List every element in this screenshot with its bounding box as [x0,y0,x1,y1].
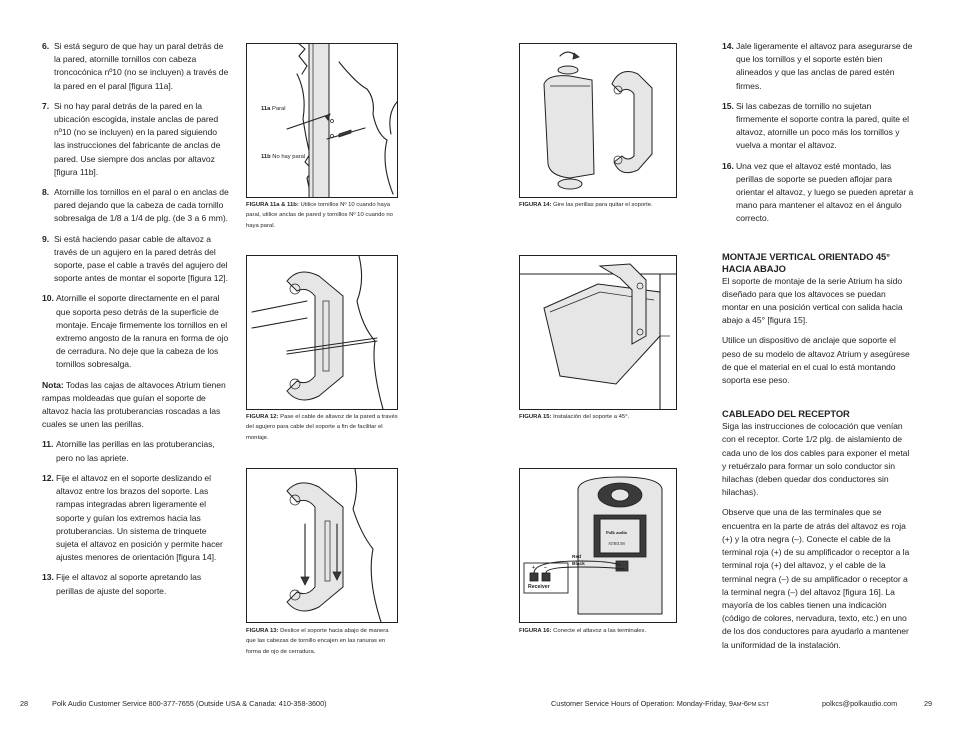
hours-pm: PM EST [747,702,770,708]
step-text: Si no hay paral detrás de la pared en la ubicación escogida, instale anclas de pared nº10 (no se incluyen) en la pared siguiendo las instrucciones del fabricante de anclas de pared. Use siempre dos anclas por altavoz [figura 11b]. [54,100,221,177]
caption-text: Utilice tornillos Nº 10 cuando haya paral, utilice anclas de pared y tornillos Nº 10 cuando no haya paral. [246,202,393,229]
angled-mount-drawing [520,256,676,409]
step-text: Si las cabezas de tornillo no sujetan firmemente el soporte contra la pared, quite el altavoz, atornille un poco más los tornillos y vuelva a montar el altavoz. [736,100,909,151]
figure-14-illustration [519,43,677,198]
step-text: Si está haciendo pasar cable de altavoz a través de un agujero en la pared detrás del soporte, pase el cable a través del agujero del soporte antes de montar el soporte [figura 12]. [54,233,228,284]
speaker-model: ATRIUM [608,541,625,546]
figure-13-caption [246,626,398,657]
figure-14-caption [519,200,679,210]
hours-text: Customer Service Hours of Operation: Monday-Friday, 9 [551,699,733,708]
section-heading-vertical-mount: MONTAJE VERTICAL ORIENTADO 45° HACIA ABAJO [722,250,890,274]
right-page-number: 29 [924,699,933,708]
step-number: 10. [42,293,54,304]
step-text: Atornille los tornillos en el paral o en anclas de pared dejando que la cabeza de cada tornillo sobresalga de 1/8 a 1/4 de plg. (de 3 a 6 mm). [54,187,229,224]
step-text: Una vez que el altavoz esté montado, las perillas de soporte se pueden aflojar para orientar el altavoz, y luego se pueden apretar a mano para mantener el altavoz en el ángulo correcto. [736,160,914,224]
black-wire-label: Black [572,562,585,567]
speaker-wiring-drawing [520,469,676,622]
caption-label: FIGURA 15: [519,414,552,420]
label-11b [261,154,305,160]
figure-11-caption [246,200,398,231]
step-14 [722,40,914,93]
receiver-wiring-paragraph-2: Observe que una de las terminales que se encuentra en la parte de atrás del altavoz es roja (+) y la otra negra (–). Conecte el cable de la terminal roja (+) de su amplificador o receptor a la terminal roja (+) del altavoz, y el cable de la terminal negra (–) de su amplificador o receptor a la terminal negra (–) del altavoz [figura 16]. La mayoría de los cables tienen una indicación (código de colores, nervadura, texto, etc.) en uno de los dos conductores para ayudarlo a mantener la uniformidad de la instalación. [722,507,910,650]
caption-text: Gire las perillas para quitar el soporte. [553,202,653,208]
step-9 [42,233,230,286]
hours-am: AM [732,702,742,708]
label-11a-num: 11a [261,106,271,112]
figure-12-caption [246,412,398,443]
right-footer-hours [551,699,769,708]
caption-label: FIGURA 11a & 11b: [246,202,299,208]
step-number: 14. [722,41,734,51]
note-label: Nota: [42,379,64,390]
step-number: 6. [42,41,50,51]
figure-16-illustration [519,468,677,623]
receiver-label: Receiver [528,584,550,590]
step-15 [722,100,914,153]
step-text: Si está seguro de que hay un paral detrás de la pared, atornille tornillos con cabeza troncocónica nº10 (no se incluyen) a través de la pared en el paral [figura 11a]. [54,41,229,91]
step-number: 16. [722,160,734,171]
step-text: Fije el altavoz en el soporte deslizando el altavoz entre los brazos del soporte. Las rampas integradas abren ligeramente el soporte y guían los extremos hacia las protuberancias. Un sistema de trinquete sujeta el altavoz en posición y permite hacer ajustes menores de orientación [figura 14]. [56,472,223,563]
figure-16-caption [519,626,679,636]
step-text: Atornille el soporte directamente en el paral que soporta peso detrás de la superficie de montaje. Encaje firmemente los tornillos en el extremo angosto de la ranura en forma de ojo de cerradura. No deje que la cabeza de los tornillos sobresalga. [56,293,229,370]
note-paragraph [42,379,230,432]
step-text: Jale ligeramente el altavoz para asegurarse de que los tornillos y el soporte estén bien alineados y que las anclas de pared estén firmes. [736,41,913,91]
note-text: Todas las cajas de altavoces Atrium tienen rampas moldeadas que guían el soporte de altavoz hacia las protuberancias roscadas a las cuales se unen las perillas. [42,379,226,430]
minus-terminal-label: − [544,565,547,571]
figure-15-illustration [519,255,677,410]
label-11a [261,106,286,112]
label-11a-text: Paral [271,106,286,112]
caption-label: FIGURA 13: [246,628,279,634]
step-10 [42,292,230,371]
step-number: 11. [42,439,54,450]
step-8 [42,186,230,226]
step-16 [722,160,914,226]
plus-terminal-label: + [532,565,535,571]
footer-email-link[interactable]: polkcs@polkaudio.com [822,699,898,708]
figure-11-illustration [246,43,398,198]
step-7 [42,100,230,179]
caption-label: FIGURA 14: [519,202,552,208]
left-footer-customer-service: Polk Audio Customer Service 800-377-7655 (Outside USA & Canada: 410-358-3600) [52,699,327,708]
label-11b-text: No hay paral [272,154,306,160]
step-text: Atornille las perillas en las protuberancias, pero no las apriete. [56,439,215,463]
caption-text: Deslice el soporte hacia abajo de manera que las cabezas de tornillo encajen en las ranuras en forma de ojo de cerradura. [246,628,389,655]
speaker-logo: Polk audio [606,530,628,535]
receiver-wiring-paragraph-1: Siga las instrucciones de colocación que venían con el receptor. Corte 1/2 plg. de aislamiento de cada uno de los dos cables para exponer el metal y retuérzalo para formar un solo conductor sin hilachas (deben quedar dos conductores sin hilachas). [722,421,910,498]
step-number: 7. [42,100,50,111]
figure-13-illustration [246,468,398,623]
label-11b-num: 11b [261,154,271,160]
vertical-mount-paragraph-2: Utilice un dispositivo de anclaje que soporte el peso de su modelo de altavoz Atrium y asegúrese de que el material en el cual lo está montando soporta ese peso. [722,335,910,386]
step-text: Fije el altavoz al soporte apretando las perillas de ajuste del soporte. [56,572,202,596]
caption-text: Conecte el altavoz a las terminales. [553,628,647,634]
right-text-column [722,40,914,659]
red-wire-label: Red [572,555,582,560]
step-6 [42,40,230,93]
left-text-column [42,40,230,605]
caption-text: Pase el cable de altavoz de la pared a través del agujero para cable del soporte a fin de facilitar el montaje. [246,414,398,441]
hours-dash: -6 [741,699,748,708]
stud-and-anchor-drawing [247,44,397,197]
step-number: 13. [42,572,54,583]
knob-removal-drawing [520,44,676,197]
step-12 [42,472,230,564]
figure-15-caption [519,412,679,422]
step-number: 9. [42,233,50,244]
caption-label: FIGURA 12: [246,414,279,420]
step-number: 8. [42,187,50,198]
caption-text: Instalación del soporte a 45°. [553,414,630,420]
figure-12-illustration [246,255,398,410]
section-heading-receiver-wiring: CABLEADO DEL RECEPTOR [722,408,850,420]
left-page-number: 28 [20,699,29,708]
vertical-mount-paragraph-1: El soporte de montaje de la serie Atrium ha sido diseñado para que los altavoces se puedan montar en una posición vertical con salida hacia abajo a 45° [figura 15]. [722,275,903,326]
step-13 [42,571,230,597]
step-number: 12. [42,472,54,483]
bracket-slide-drawing [247,469,397,622]
step-number: 15. [722,100,734,111]
caption-label: FIGURA 16: [519,628,552,634]
step-11 [42,438,230,464]
bracket-cable-drawing [247,256,397,409]
